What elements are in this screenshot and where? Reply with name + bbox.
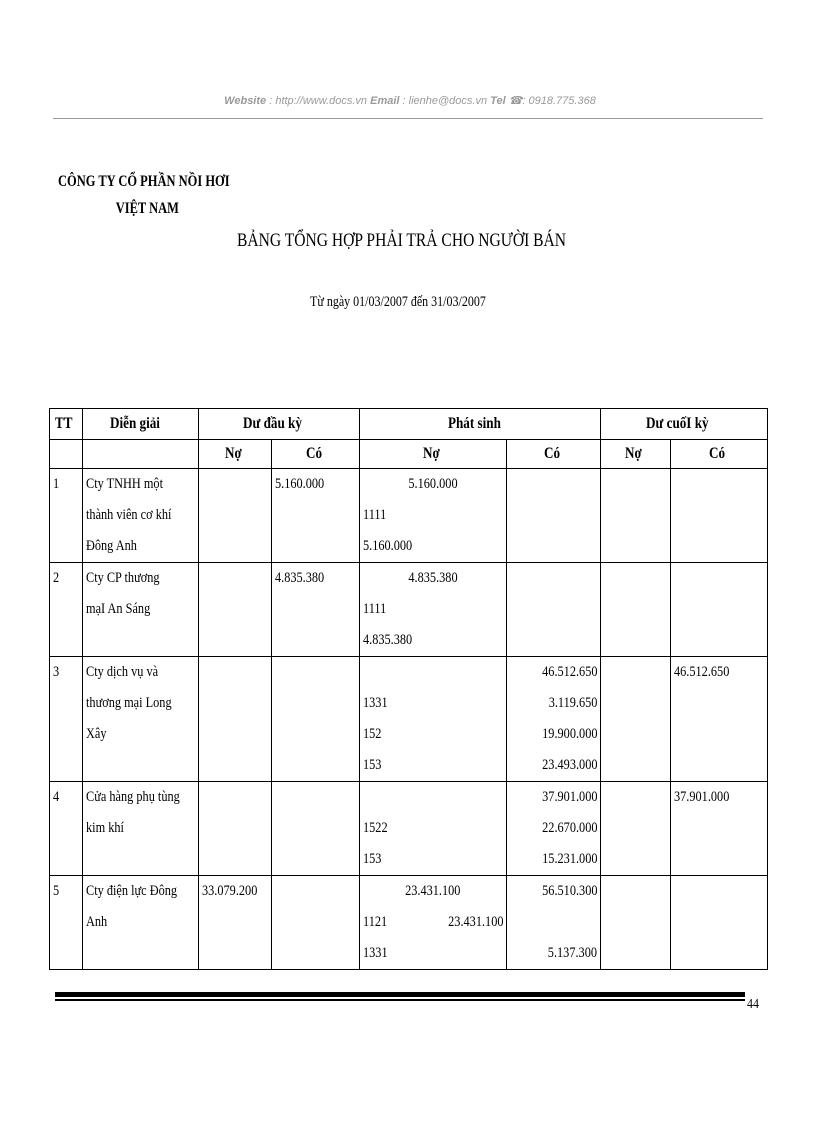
website-header	[56, 94, 764, 107]
table-row	[50, 657, 768, 782]
subcol-empty	[83, 440, 199, 469]
row-description: Cty dịch vụ và thương mại Long Xây	[83, 657, 199, 782]
row-closing-credit	[671, 469, 768, 563]
row-closing-debit	[601, 563, 671, 657]
row-tt: 3	[50, 657, 83, 782]
row-movement-credit	[507, 563, 601, 657]
footer-rule	[55, 992, 745, 997]
row-closing-credit	[671, 876, 768, 970]
row-tt: 4	[50, 782, 83, 876]
company-line-1: CÔNG TY CỔ PHẦN NỒI HƠI	[58, 173, 230, 190]
company-name	[58, 168, 230, 222]
footer-rule	[55, 999, 745, 1001]
subcol-movement-debit: Nợ	[360, 440, 507, 469]
subcol-opening-credit: Có	[272, 440, 360, 469]
table-row	[50, 876, 768, 970]
row-opening-debit	[199, 563, 272, 657]
table-row	[50, 563, 768, 657]
row-opening-credit	[272, 657, 360, 782]
row-movement-debit: 1522 153	[360, 782, 507, 876]
email-address[interactable]: : lienhe@docs.vn	[402, 95, 488, 107]
row-opening-debit	[199, 469, 272, 563]
row-movement-credit: 37.901.000 22.670.000 15.231.000	[507, 782, 601, 876]
row-opening-debit	[199, 782, 272, 876]
row-movement-debit: 23.431.100 1121 23.431.100 1331	[360, 876, 507, 970]
col-closing-balance: Dư cuốI kỳ	[601, 409, 768, 440]
row-opening-debit	[199, 657, 272, 782]
col-description: Diễn giải	[83, 409, 199, 440]
row-movement-debit: 5.160.000 1111 5.160.000	[360, 469, 507, 563]
header-rule	[53, 118, 763, 119]
row-description: Cty điện lực Đông Anh	[83, 876, 199, 970]
tel-number: : 0918.775.368	[522, 95, 596, 107]
report-period: Từ ngày 01/03/2007 đến 31/03/2007	[310, 294, 486, 310]
row-tt: 1	[50, 469, 83, 563]
row-opening-credit	[272, 876, 360, 970]
row-description: Cty CP thương mạI An Sáng	[83, 563, 199, 657]
subcol-empty	[50, 440, 83, 469]
row-closing-credit	[671, 563, 768, 657]
row-movement-debit: 1331 152 153	[360, 657, 507, 782]
website-url[interactable]: : http://www.docs.vn	[269, 95, 368, 107]
table-row	[50, 782, 768, 876]
subcol-opening-debit: Nợ	[199, 440, 272, 469]
phone-icon: ☎	[508, 95, 523, 107]
table-row	[50, 469, 768, 563]
report-title: BẢNG TỔNG HỢP PHẢI TRẢ CHO NGƯỜI BÁN	[237, 230, 567, 251]
row-tt: 5	[50, 876, 83, 970]
website-label: Website	[224, 95, 267, 107]
row-opening-credit: 5.160.000	[272, 469, 360, 563]
row-closing-debit	[601, 876, 671, 970]
payables-summary-table	[49, 408, 768, 970]
subcol-closing-debit: Nợ	[601, 440, 671, 469]
row-opening-credit: 4.835.380	[272, 563, 360, 657]
row-opening-credit	[272, 782, 360, 876]
row-closing-credit: 37.901.000	[671, 782, 768, 876]
row-description: Cty TNHH một thành viên cơ khí Đông Anh	[83, 469, 199, 563]
subcol-closing-credit: Có	[671, 440, 768, 469]
row-movement-debit: 4.835.380 1111 4.835.380	[360, 563, 507, 657]
row-opening-debit: 33.079.200	[199, 876, 272, 970]
page-number: 44	[747, 997, 759, 1012]
email-label: Email	[370, 95, 400, 107]
col-tt: TT	[50, 409, 83, 440]
col-movement: Phát sinh	[360, 409, 601, 440]
col-opening-balance: Dư đầu kỳ	[199, 409, 360, 440]
row-movement-credit	[507, 469, 601, 563]
row-closing-credit: 46.512.650	[671, 657, 768, 782]
row-closing-debit	[601, 469, 671, 563]
tel-label: Tel	[490, 95, 506, 107]
row-tt: 2	[50, 563, 83, 657]
row-description: Cửa hàng phụ tùng kim khí	[83, 782, 199, 876]
company-line-2: VIỆT NAM	[115, 200, 179, 217]
row-movement-credit: 46.512.650 3.119.650 19.900.000 23.493.000	[507, 657, 601, 782]
row-closing-debit	[601, 782, 671, 876]
row-movement-credit: 56.510.300 5.137.300	[507, 876, 601, 970]
row-closing-debit	[601, 657, 671, 782]
subcol-movement-credit: Có	[507, 440, 601, 469]
